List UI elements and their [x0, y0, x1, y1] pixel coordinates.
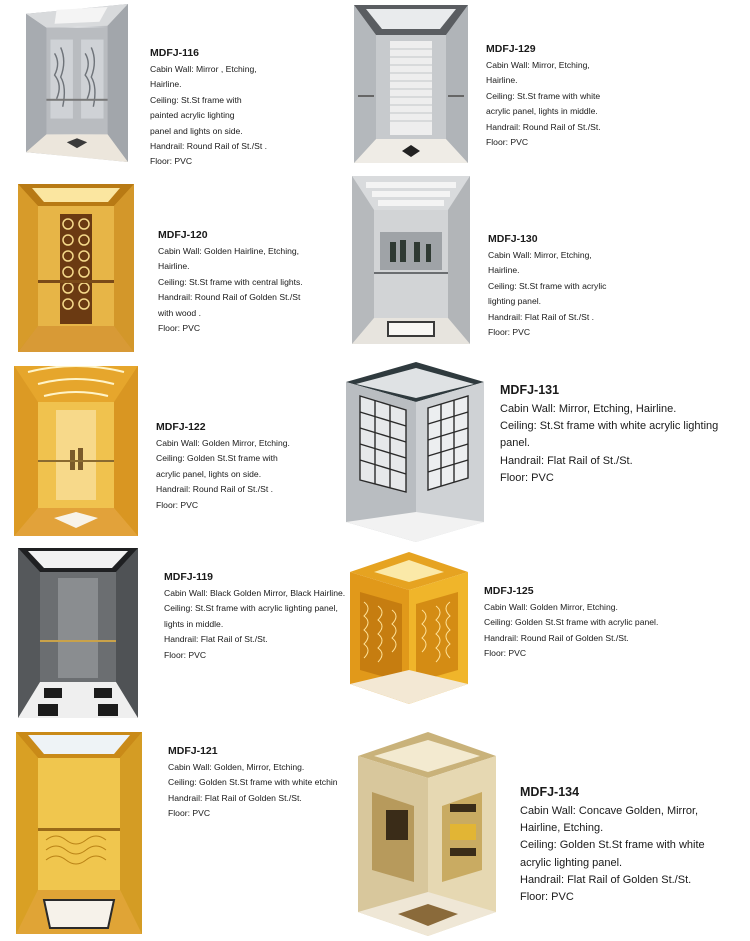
spec-line: Floor: PVC — [164, 649, 207, 660]
product-code: MDFJ-131 — [500, 383, 560, 397]
spec-line: Floor: PVC — [158, 323, 201, 334]
spec-line: Ceiling: St.St frame with central lights. — [158, 276, 303, 287]
spec-line: Hairline. — [150, 79, 182, 90]
spec-line: painted acrylic lighting — [150, 110, 235, 121]
spec-line: Floor: PVC — [168, 808, 211, 819]
spec-line: Cabin Wall: Mirror, Etching, — [488, 250, 592, 260]
spec-line: Hairline. — [158, 261, 190, 272]
spec-line: Ceiling: Golden St.St frame with white etchin — [168, 777, 338, 788]
spec-line: panel. — [500, 437, 530, 450]
spec-line: Cabin Wall: Concave Golden, Mirror, — [520, 805, 699, 817]
spec-line: Cabin Wall: Golden Mirror, Etching. — [156, 438, 290, 448]
spec-line: Floor: PVC — [486, 137, 529, 148]
elevator-cabin-image — [358, 732, 496, 936]
spec-line: Ceiling: Golden St.St frame with — [156, 453, 278, 464]
spec-line: Floor: PVC — [500, 471, 554, 484]
spec-line: Handrail: Flat Rail of Golden St./St. — [168, 792, 302, 803]
elevator-cabin-image — [26, 4, 128, 162]
spec-line: Handrail: Round Rail of Golden St./St. — [484, 632, 629, 643]
spec-line: Ceiling: Golden St.St frame with acrylic panel. — [484, 617, 659, 628]
spec-line: Hairline. — [486, 75, 518, 86]
spec-line: Floor: PVC — [488, 327, 531, 338]
product-code: MDFJ-130 — [488, 233, 538, 245]
spec-line: Cabin Wall: Mirror, Etching, Hairline. — [500, 403, 677, 415]
spec-line: Hairline. — [488, 265, 520, 276]
elevator-cabin-image — [346, 362, 484, 542]
spec-line: Hairline, Etching. — [520, 822, 604, 835]
spec-line: Floor: PVC — [156, 499, 199, 510]
elevator-cabin-image — [18, 548, 138, 718]
elevator-cabin-image — [18, 184, 134, 352]
spec-line: Handrail: Flat Rail of St./St . — [488, 311, 595, 322]
product-code: MDFJ-121 — [168, 745, 218, 757]
spec-line: acrylic panel, lights in middle. — [486, 106, 598, 117]
spec-line: lighting panel. — [488, 296, 542, 307]
spec-line: Cabin Wall: Mirror, Etching, — [486, 60, 590, 70]
spec-line: Floor: PVC — [150, 156, 193, 167]
product-code: MDFJ-134 — [520, 785, 580, 799]
spec-line: Floor: PVC — [520, 891, 574, 904]
spec-line: Handrail: Flat Rail of St./St. — [500, 454, 633, 467]
spec-line: Cabin Wall: Golden, Mirror, Etching. — [168, 762, 305, 772]
product-code: MDFJ-119 — [164, 571, 214, 583]
product-code: MDFJ-129 — [486, 43, 536, 55]
product-code: MDFJ-122 — [156, 421, 206, 433]
spec-line: Cabin Wall: Golden Mirror, Etching. — [484, 602, 618, 612]
spec-line: Handrail: Flat Rail of Golden St./St. — [520, 873, 692, 886]
spec-line: Ceiling: St.St frame with — [150, 94, 242, 105]
spec-line: Handrail: Round Rail of St./St. — [486, 121, 601, 132]
spec-line: Ceiling: St.St frame with white acrylic lighting — [500, 420, 719, 433]
spec-line: Handrail: Round Rail of St./St . — [150, 141, 268, 152]
spec-line: Floor: PVC — [484, 648, 527, 659]
product-code: MDFJ-120 — [158, 229, 208, 241]
elevator-cabin-image — [16, 732, 142, 934]
spec-line: Ceiling: St.St frame with acrylic — [488, 280, 607, 291]
spec-line: Handrail: Flat Rail of St./St. — [164, 634, 268, 645]
product-code: MDFJ-116 — [150, 47, 200, 59]
elevator-cabin-image — [350, 552, 468, 704]
spec-line: acrylic lighting panel. — [520, 856, 623, 869]
spec-line: panel and lights on side. — [150, 125, 243, 136]
spec-line: with wood . — [158, 307, 201, 318]
spec-line: acrylic panel, lights on side. — [156, 468, 262, 479]
spec-line: lights in middle. — [164, 618, 224, 629]
spec-line: Cabin Wall: Mirror , Etching, — [150, 64, 257, 74]
spec-line: Handrail: Round Rail of Golden St./St — [158, 292, 301, 303]
spec-line: Ceiling: St.St frame with white — [486, 90, 601, 101]
spec-line: Ceiling: Golden St.St frame with white — [520, 839, 705, 852]
spec-line: Cabin Wall: Golden Hairline, Etching, — [158, 246, 300, 256]
spec-line: Cabin Wall: Black Golden Mirror, Black Hairline. — [164, 588, 346, 598]
product-code: MDFJ-125 — [484, 585, 534, 597]
elevator-cabin-image — [14, 366, 138, 536]
elevator-cabin-image — [354, 5, 468, 163]
spec-line: Handrail: Round Rail of St./St . — [156, 484, 274, 495]
elevator-cabin-image — [352, 176, 470, 344]
spec-line: Ceiling: St.St frame with acrylic lighting panel, — [164, 603, 338, 614]
